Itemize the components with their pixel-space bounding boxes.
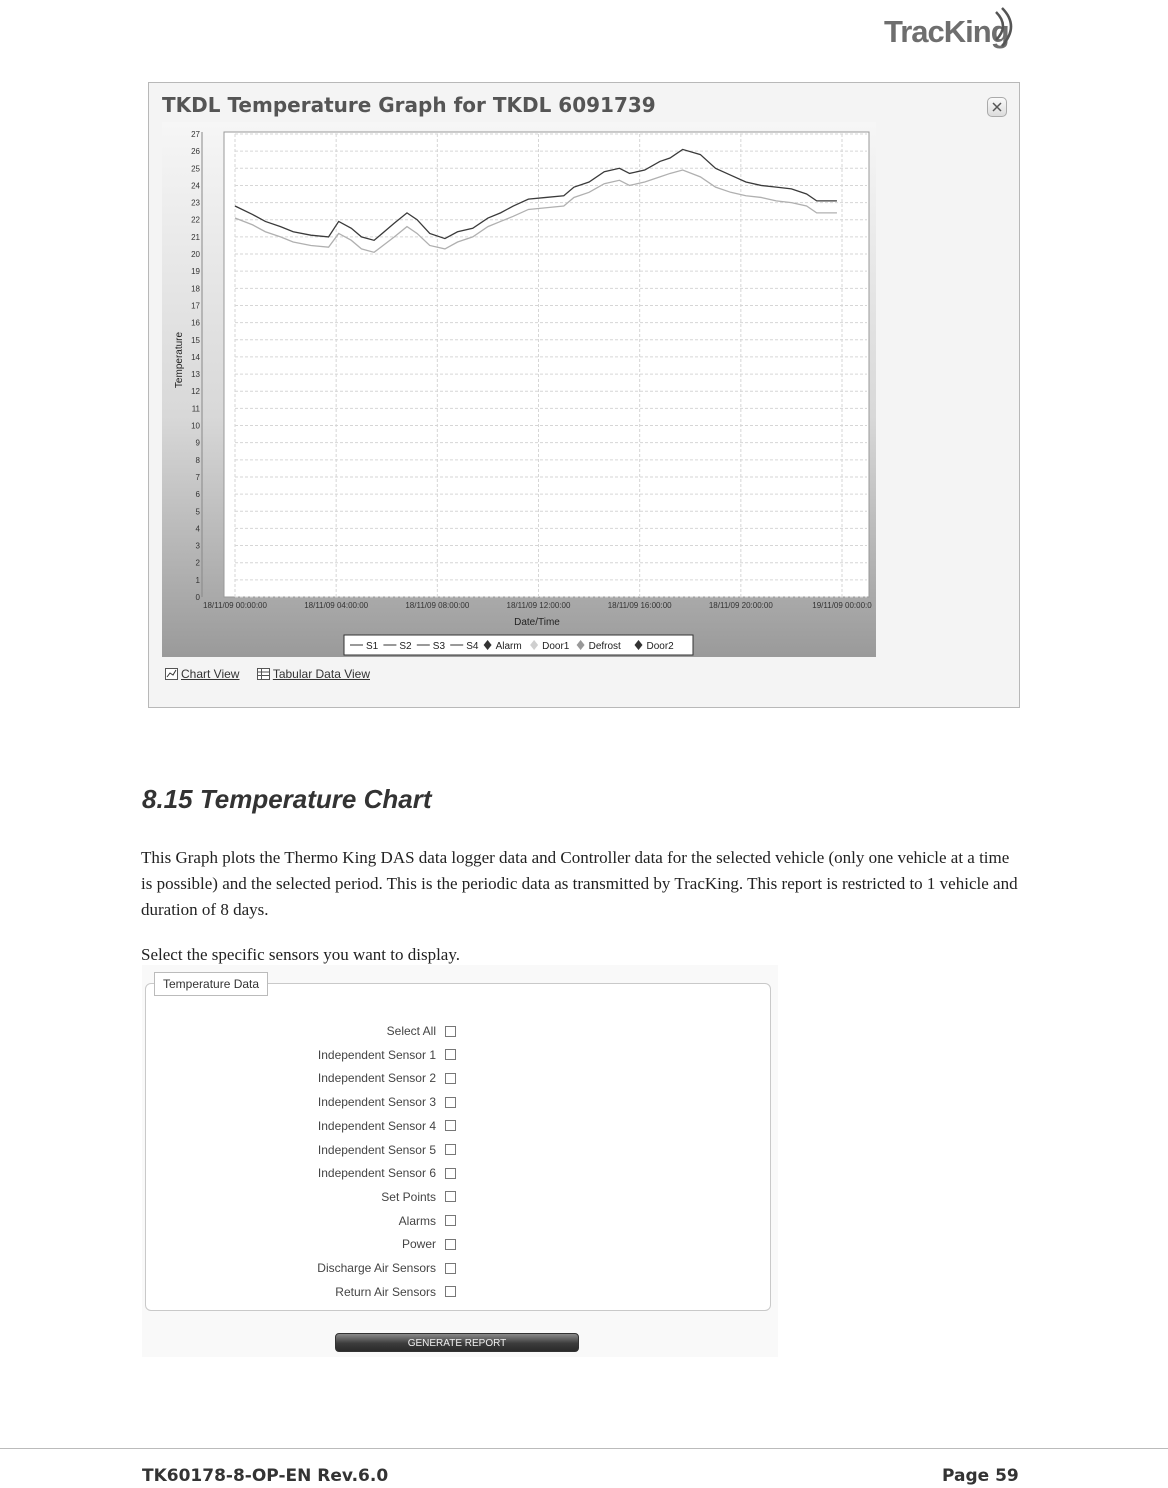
option-row — [146, 1164, 456, 1182]
logo-text: TracKing — [884, 14, 1009, 49]
option-checkbox[interactable] — [445, 1239, 456, 1250]
section-heading: 8.15 Temperature Chart — [142, 784, 432, 814]
y-tick-label: 18 — [191, 284, 200, 294]
x-tick-label: 19/11/09 00:00:0 — [812, 601, 872, 610]
option-row — [146, 1188, 456, 1206]
graph-title: TKDL Temperature Graph for TKDL 6091739 — [162, 93, 656, 117]
option-checkbox[interactable] — [445, 1097, 456, 1108]
y-tick-label: 6 — [195, 490, 200, 500]
option-row — [146, 1235, 456, 1253]
legend-label: S3 — [432, 641, 446, 652]
y-tick-label: 7 — [195, 472, 200, 482]
footer-doc-id: TK60178-8-OP-EN Rev.6.0 — [142, 1466, 389, 1486]
tabular-data-view-link[interactable] — [257, 667, 370, 681]
temperature-data-fieldset — [145, 983, 771, 1311]
y-tick-label: 13 — [191, 370, 200, 380]
option-checkbox[interactable] — [445, 1168, 456, 1179]
y-tick-label: 17 — [191, 301, 200, 311]
section-paragraph: This Graph plots the Thermo King DAS data logger data and Controller data for the selected vehicle (only one vehicle at a time is possible) and the selected period. This is the periodic data as transmitted by TracKing. This report is restricted to 1 vehicle and duration of 8 days. — [141, 848, 1018, 919]
fieldset-legend: Temperature Data — [154, 972, 268, 996]
tracking-logo — [878, 4, 1028, 50]
option-row — [146, 1212, 456, 1230]
chart-panel — [162, 122, 876, 657]
view-links — [165, 667, 384, 683]
option-row — [146, 1022, 456, 1040]
y-tick-label: 22 — [191, 215, 200, 225]
legend-label: S1 — [366, 641, 379, 652]
option-checkbox[interactable] — [445, 1073, 456, 1084]
legend-label: S4 — [466, 641, 479, 652]
y-tick-label: 1 — [195, 575, 200, 585]
y-tick-label: 2 — [195, 558, 200, 568]
option-row — [146, 1141, 456, 1159]
temperature-chart — [162, 122, 876, 657]
y-tick-label: 10 — [191, 421, 200, 431]
option-label: Independent Sensor 2 — [317, 1071, 436, 1086]
plot-area — [224, 132, 869, 597]
option-checkbox[interactable] — [445, 1144, 456, 1155]
y-tick-label: 25 — [191, 164, 200, 174]
option-label: Independent Sensor 3 — [317, 1095, 436, 1110]
legend-label: S2 — [399, 641, 412, 652]
y-tick-label: 23 — [191, 198, 200, 208]
option-checkbox[interactable] — [445, 1191, 456, 1202]
y-tick-label: 26 — [191, 147, 200, 157]
option-checkbox[interactable] — [445, 1026, 456, 1037]
legend-label: Door2 — [646, 641, 674, 652]
option-row — [146, 1283, 456, 1301]
option-label: Independent Sensor 4 — [317, 1118, 436, 1133]
option-label: Independent Sensor 6 — [317, 1166, 436, 1181]
y-tick-label: 27 — [191, 130, 200, 139]
y-tick-label: 9 — [195, 438, 200, 448]
option-checkbox[interactable] — [445, 1215, 456, 1226]
option-checkbox[interactable] — [445, 1286, 456, 1297]
x-tick-label: 18/11/09 04:00:00 — [304, 601, 369, 610]
y-tick-label: 15 — [191, 335, 200, 345]
option-row — [146, 1117, 456, 1135]
option-row — [146, 1046, 456, 1064]
temperature-data-form — [142, 965, 778, 1357]
x-tick-label: 18/11/09 12:00:00 — [506, 601, 571, 610]
x-tick-label: 18/11/09 00:00:00 — [203, 601, 267, 610]
option-row — [146, 1259, 456, 1277]
option-checkbox[interactable] — [445, 1263, 456, 1274]
temperature-graph-window — [148, 82, 1020, 708]
y-tick-label: 5 — [195, 507, 200, 517]
y-axis-title: Temperature — [174, 331, 185, 389]
option-label: Alarms — [398, 1213, 436, 1228]
close-button[interactable] — [987, 97, 1007, 117]
close-icon — [992, 102, 1002, 112]
signal-arcs-icon — [988, 4, 1028, 50]
footer-page-number: Page 59 — [942, 1466, 1019, 1486]
y-tick-label: 16 — [191, 318, 200, 328]
y-tick-label: 19 — [191, 267, 200, 277]
instruction-paragraph: Select the specific sensors you want to display. — [141, 945, 460, 964]
y-tick-label: 12 — [191, 387, 200, 397]
option-checkbox[interactable] — [445, 1120, 456, 1131]
footer-divider — [0, 1448, 1168, 1449]
option-label: Return Air Sensors — [335, 1284, 436, 1299]
option-label: Discharge Air Sensors — [317, 1261, 436, 1275]
y-tick-label: 21 — [191, 232, 200, 242]
y-tick-label: 8 — [195, 455, 200, 465]
option-row — [146, 1093, 456, 1111]
table-icon — [257, 668, 270, 680]
x-tick-label: 18/11/09 20:00:00 — [708, 601, 773, 610]
legend-label: Defrost — [588, 641, 621, 652]
option-row — [146, 1069, 456, 1087]
tabular-data-view-label: Tabular Data View — [272, 667, 370, 681]
y-tick-label: 3 — [195, 541, 200, 551]
option-checkbox[interactable] — [445, 1049, 456, 1060]
y-tick-label: 11 — [191, 404, 200, 414]
x-tick-label: 18/11/09 16:00:00 — [607, 601, 672, 610]
legend-label: Alarm — [495, 641, 522, 652]
option-label: Select All — [386, 1024, 436, 1038]
y-tick-label: 24 — [191, 181, 200, 191]
chart-view-icon — [165, 668, 178, 680]
option-label: Independent Sensor 1 — [317, 1047, 436, 1062]
chart-view-link[interactable] — [165, 667, 239, 681]
y-tick-label: 0 — [195, 593, 200, 602]
option-label: Set Points — [381, 1189, 436, 1204]
option-label: Independent Sensor 5 — [317, 1142, 436, 1157]
chart-view-label: Chart View — [181, 667, 240, 681]
x-tick-label: 18/11/09 08:00:00 — [405, 601, 470, 610]
y-tick-label: 4 — [195, 524, 200, 534]
x-axis-title: Date/Time — [514, 617, 560, 628]
option-label: Power — [401, 1237, 436, 1252]
y-tick-label: 14 — [191, 352, 200, 362]
y-tick-label: 20 — [191, 250, 200, 260]
generate-report-button[interactable]: GENERATE REPORT — [335, 1333, 579, 1352]
legend-label: Door1 — [542, 641, 570, 652]
